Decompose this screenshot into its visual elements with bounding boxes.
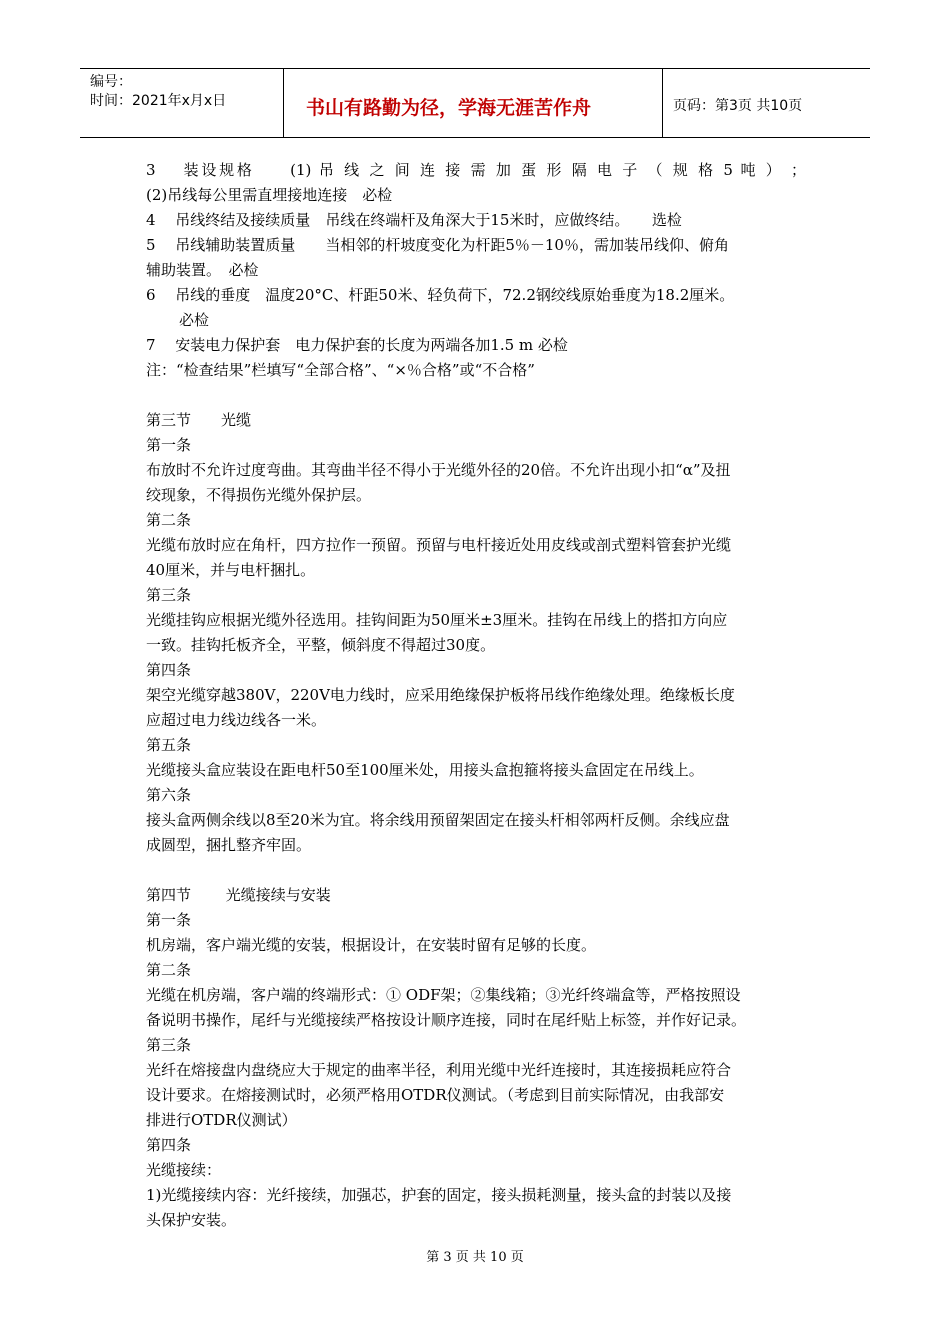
- body-line: 机房端，客户端光缆的安装，根据设计，在安装时留有足够的长度。: [146, 936, 597, 954]
- article-heading: 第六条: [146, 786, 192, 804]
- body-line: 应超过电力线边线各一米。: [146, 711, 327, 729]
- article-heading: 第四条: [146, 661, 192, 679]
- article-heading: 第一条: [146, 436, 192, 454]
- section-heading: 第四节 光缆接续与安装: [146, 886, 331, 904]
- article-heading: 第五条: [146, 736, 192, 754]
- body-line: 备说明书操作，尾纤与光缆接续严格按设计顺序连接，同时在尾纤贴上标签，并作好记录。: [146, 1011, 747, 1029]
- section-heading: 第三节 光缆: [146, 411, 252, 429]
- page-header: [80, 68, 870, 138]
- body-line: 1)光缆接续内容：光纤接续，加强芯，护套的固定，接头损耗测量，接头盒的封装以及接: [146, 1186, 732, 1204]
- body-line: 光缆布放时应在角杆，四方拉作一预留。预留与电杆接近处用皮线或剖式塑料管套护光缆: [146, 536, 732, 554]
- article-heading: 第三条: [146, 1036, 192, 1054]
- body-line: 接头盒两侧余线以8至20米为宜。将余线用预留架固定在接头杆相邻两杆反侧。余线应盘: [146, 811, 730, 829]
- blank-line: [146, 383, 806, 408]
- body-line: 6 吊线的垂度 温度20°C、杆距50米、轻负荷下，72.2钢绞线原始垂度为18.2厘米。: [146, 286, 735, 304]
- body-line: 成圆型，捆扎整齐牢固。: [146, 836, 312, 854]
- blank-line: [146, 858, 806, 883]
- article-heading: 第二条: [146, 511, 192, 529]
- body-line: 注：“检查结果”栏填写“全部合格”、“×％合格”或“不合格”: [146, 361, 535, 379]
- page-footer: 第 3 页 共 10 页: [426, 1250, 524, 1265]
- document-body: [146, 158, 806, 1233]
- body-line: 4 吊线终结及接续质量 吊线在终端杆及角深大于15米时，应做终结。 选检: [146, 211, 682, 229]
- body-line: 7 安装电力保护套 电力保护套的长度为两端各加1.5 m 必检: [146, 336, 568, 354]
- body-line: 设计要求。在熔接测试时，必须严格用OTDR仪测试。（考虑到目前实际情况，由我部安: [146, 1086, 725, 1104]
- body-line: 光纤在熔接盘内盘绕应大于规定的曲率半径，利用光缆中光纤连接时，其连接损耗应符合: [146, 1061, 732, 1079]
- body-line: 头保护安装。: [146, 1211, 237, 1229]
- body-line: 必检: [179, 311, 210, 329]
- body-line: 架空光缆穿越380V，220V电力线时，应采用绝缘保护板将吊线作绝缘处理。绝缘板长度: [146, 686, 735, 704]
- document-date: 时间：2021年x月x日: [90, 93, 227, 109]
- header-motto: 书山有路勤为径，学海无涯苦作舟: [306, 97, 592, 119]
- body-line: 绞现象，不得损伤光缆外保护层。: [146, 486, 372, 504]
- body-line: 排进行OTDR仪测试）: [146, 1111, 297, 1129]
- body-line: 光缆接头盒应装设在距电杆50至100厘米处，用接头盒抱箍将接头盒固定在吊线上。: [146, 761, 704, 779]
- header-left-cell: [80, 69, 284, 137]
- article-heading: 第四条: [146, 1136, 192, 1154]
- header-center-cell: [284, 69, 663, 137]
- article-heading: 第二条: [146, 961, 192, 979]
- body-line: 光缆在机房端，客户端的终端形式：① ODF架；②集线箱；③光纤终端盒等，严格按照设: [146, 986, 741, 1004]
- document-number-label: 编号：: [90, 74, 132, 90]
- body-line: 3 装设规格 (1) 吊 线 之 间 连 接 需 加 蛋 形 隔 电 子 （ 规 格 5 吨 ） ；: [146, 161, 806, 179]
- header-page-info: 页码：第3页 共10页: [673, 98, 803, 114]
- body-line: 40厘米，并与电杆捆扎。: [146, 561, 316, 579]
- body-line: 一致。挂钩托板齐全，平整，倾斜度不得超过30度。: [146, 636, 496, 654]
- body-line: 布放时不允许过度弯曲。其弯曲半径不得小于光缆外径的20倍。不允许出现小扣“α”及扭: [146, 461, 731, 479]
- body-line: 光缆接续：: [146, 1161, 222, 1179]
- body-line: 光缆挂钩应根据光缆外径选用。挂钩间距为50厘米±3厘米。挂钩在吊线上的搭扣方向应: [146, 611, 728, 629]
- body-line: 辅助装置。 必检: [146, 261, 259, 279]
- body-line: (2)吊线每公里需直埋接地连接 必检: [146, 186, 393, 204]
- article-heading: 第一条: [146, 911, 192, 929]
- article-heading: 第三条: [146, 586, 192, 604]
- body-line: 5 吊线辅助装置质量 当相邻的杆坡度变化为杆距5％－10％，需加装吊线仰、俯角: [146, 236, 729, 254]
- header-right-cell: [663, 69, 870, 137]
